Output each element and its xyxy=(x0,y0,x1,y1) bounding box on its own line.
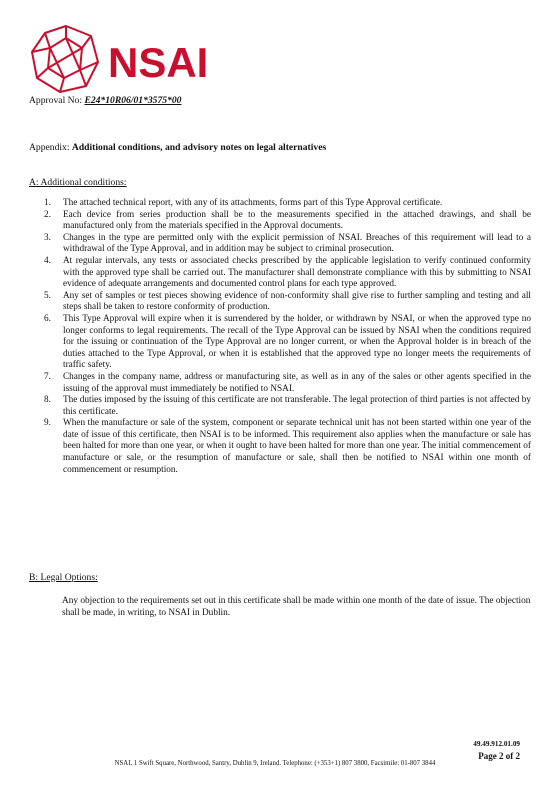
condition-number: 9. xyxy=(44,418,51,429)
footer-address: NSAI, 1 Swift Square, Northwood, Santry, Dublin 9, Ireland. Telephone: (+353+1) 807 3800, Facsimile: 01-807 3844 xyxy=(114,760,436,767)
condition-text: Changes in the company name, address or manufacturing site, as well as in any of the sales or other agents specified in the issuing of the approval must immediately be notified to NSAI. xyxy=(63,371,531,394)
condition-number: 7. xyxy=(44,371,51,382)
page-number: Page 2 of 2 xyxy=(478,751,520,761)
condition-number: 2. xyxy=(44,209,51,220)
condition-item xyxy=(29,418,531,476)
condition-item xyxy=(29,256,531,291)
appendix-line xyxy=(29,142,326,153)
condition-text: Each device from series production shall be to the measurements specified in the attached drawings, and shall be manufactured only from the materials specified in the Approval documents. xyxy=(63,209,531,232)
approval-number-line xyxy=(29,95,181,106)
approval-label: Approval No: xyxy=(29,95,83,106)
condition-number: 5. xyxy=(44,290,51,301)
section-b-heading: B: Legal Options: xyxy=(29,572,98,583)
appendix-title: Additional conditions, and advisory notes on legal alternatives xyxy=(71,142,327,153)
condition-text: At regular intervals, any tests or associated checks prescribed by the applicable legislation to verify continued conformity with the approved type shall be carried out. The manufacturer shall demonstrate compliance with this by submitting to NSAI evidence of adequate arrangements and documented control plans for each type approved. xyxy=(63,255,531,290)
condition-number: 8. xyxy=(44,395,51,406)
condition-number: 4. xyxy=(44,255,51,266)
condition-item xyxy=(29,395,531,418)
condition-text: This Type Approval will expire when it is surrendered by the holder, or withdrawn by NSAI, or when the approved type no longer conforms to legal requirements. The recall of the Type Approval can be issued by NSAI when the conditions required for the issuing or continuation of the Type Approval are no longer current, or when the Approval holder is in breach of the duties attached to the Type Approval, or when it is established that the approved type no longer meets the requirements of traffic safety. xyxy=(63,313,531,371)
condition-number: 6. xyxy=(44,313,51,324)
legal-options-text: Any objection to the requirements set out in this certificate shall be made within one month of the date of issue. The objection shall be made, in writing, to NSAI in Dublin. xyxy=(62,596,531,618)
nsai-logo xyxy=(28,24,218,96)
condition-item xyxy=(29,233,531,256)
condition-item xyxy=(29,198,531,210)
appendix-label: Appendix: xyxy=(29,142,70,153)
condition-item xyxy=(29,314,531,372)
approval-number: E24*10R06/01*3575*00 xyxy=(84,95,182,106)
condition-text: The attached technical report, with any of its attachments, forms part of this Type Approval certificate. xyxy=(63,198,443,208)
nsai-wordmark: NSAI xyxy=(108,39,209,86)
condition-text: The duties imposed by the issuing of this certificate are not transferable. The legal protection of third parties is not affected by this certificate. xyxy=(63,395,531,417)
condition-item xyxy=(29,291,531,314)
condition-text: When the manufacture or sale of the system, component or separate technical unit has not been started within one year of the date of issue of this certificate, then NSAI is to be informed. This requirement also applies when the manufacture or sale has been halted for more than one year, or when it ought to have been halted for more than one year. The initial commencement of manufacture or sale, or the resumption of manufacture or sale, shall then be notified to NSAI within one month of commencement or resumption. xyxy=(63,418,531,475)
condition-item xyxy=(29,372,531,395)
condition-text: Any set of samples or test pieces showing evidence of non-conformity shall give rise to further sampling and testing and all steps shall be taken to restore conformity of production. xyxy=(63,290,531,313)
condition-number: 1. xyxy=(44,198,51,208)
condition-item xyxy=(29,210,531,233)
condition-number: 3. xyxy=(44,232,51,243)
condition-text: Changes in the type are permitted only with the explicit permission of NSAI. Breaches of this requirement will lead to a withdrawal of the Type Approval, and in addition may be subject to criminal prosecution. xyxy=(63,232,531,255)
conditions-list xyxy=(29,198,531,476)
section-a-heading: A: Additional conditions: xyxy=(29,177,127,188)
document-reference: 49.49.912.01.09 xyxy=(473,740,520,748)
